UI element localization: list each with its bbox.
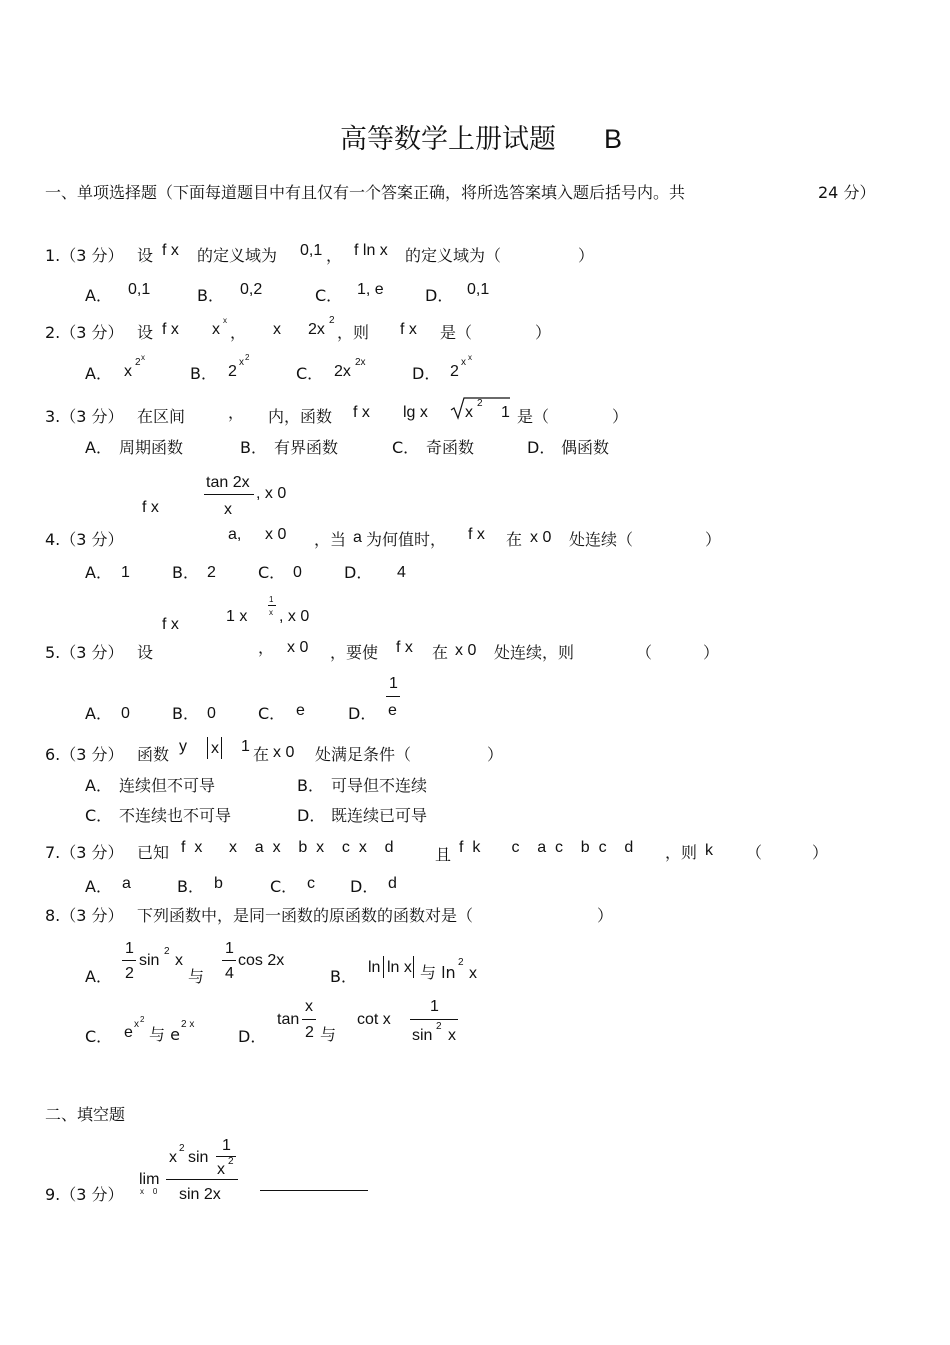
- q4-frac-num: tan 2x: [206, 474, 250, 491]
- q2-number: 2.（3 分）: [45, 323, 124, 342]
- q2-close: ）: [535, 323, 552, 342]
- q9-num-x: x: [169, 1149, 177, 1166]
- q3-option-d-label: D．: [527, 438, 556, 457]
- q5-paren-open: （: [636, 643, 653, 662]
- q8-option-a-den: 2: [125, 965, 134, 982]
- q2-val-sup: 2: [329, 315, 335, 326]
- q3-rad-x: x: [465, 404, 473, 421]
- q3-number: 3.（3 分）: [45, 407, 124, 426]
- q1-option-b: 0,2: [240, 281, 263, 298]
- q8-option-a-label: A．: [85, 967, 112, 986]
- q1-option-b-label: B．: [197, 286, 224, 305]
- q9-inner-den: x: [217, 1161, 225, 1178]
- q9-main-line: [166, 1179, 238, 1180]
- q5-text: 设: [137, 643, 154, 662]
- q2-option-c-sup: 2x: [355, 357, 366, 368]
- q2-fx2: f x: [400, 321, 417, 338]
- q8-option-c-e1: e: [124, 1024, 133, 1041]
- q8-option-d-line: [302, 1019, 316, 1020]
- q8-option-d2-den: sin: [412, 1027, 433, 1044]
- q2-option-b-sup: x: [239, 357, 244, 368]
- q2-option-c-label: C．: [296, 364, 324, 383]
- q5-fx: f x: [162, 616, 179, 633]
- q9-answer-blank[interactable]: [260, 1190, 368, 1191]
- q2-option-b-label: B．: [190, 364, 217, 383]
- q8-close: ）: [597, 906, 614, 925]
- q5-text: 处连续，则: [494, 643, 575, 662]
- q4-text: ，当: [314, 530, 347, 549]
- q4-option-a: 1: [121, 564, 130, 581]
- q4-cond1: , x 0: [256, 485, 287, 502]
- q8-text: 下列函数中，是同一函数的原函数的函数对是（: [137, 906, 474, 925]
- q4-text: 在: [506, 530, 523, 549]
- q3-lg: lg x: [403, 404, 428, 421]
- q6-abs-x: x: [211, 740, 219, 757]
- q7-text: 且: [435, 845, 452, 864]
- q5-option-d-line: [386, 696, 400, 697]
- q4-fx2: f x: [468, 526, 485, 543]
- q1-option-a-label: A．: [85, 286, 112, 305]
- q3-fx: f x: [353, 404, 370, 421]
- q7-text: ，则: [665, 843, 698, 862]
- q4-fx: f x: [142, 499, 159, 516]
- q3-text: 内，函数: [268, 407, 333, 426]
- q8-option-c-with: 与 e: [149, 1025, 180, 1044]
- q8-option-b-ln: ln: [368, 959, 381, 976]
- q7-close: ）: [812, 843, 829, 862]
- q6-option-a: 连续但不可导: [119, 776, 216, 795]
- q4-option-a-label: A．: [85, 563, 112, 582]
- q8-option-c-e2-sup: 2 x: [181, 1019, 195, 1030]
- q7-open: （: [746, 843, 763, 862]
- q7-option-b-label: B．: [177, 877, 204, 896]
- q8-option-b-x: x: [469, 965, 477, 982]
- q5-option-c-label: C．: [258, 704, 286, 723]
- q1-text: 的定义域为（: [405, 246, 502, 265]
- q7-option-a-label: A．: [85, 877, 112, 896]
- q4-text: 处连续（: [569, 530, 634, 549]
- q5-option-a-label: A．: [85, 704, 112, 723]
- q7-option-d: d: [388, 875, 397, 892]
- q5-option-b: 0: [207, 705, 216, 722]
- q3-text: 是（: [517, 407, 550, 426]
- q6-abs-right: [221, 737, 222, 759]
- q4-option-b: 2: [207, 564, 216, 581]
- q8-option-a2-line: [222, 960, 236, 961]
- q6-number: 6.（3 分）: [45, 745, 124, 764]
- section1-points: 24 分）: [818, 183, 876, 202]
- q8-option-d-label: D．: [238, 1027, 267, 1046]
- q9-num-fn: sin: [188, 1149, 209, 1166]
- q8-option-a-sup: 2: [164, 946, 170, 957]
- q8-option-d2-num: 1: [430, 998, 439, 1015]
- q4-frac-line: [204, 494, 254, 495]
- q8-option-d-cot: cot x: [357, 1011, 391, 1028]
- q2-option-a-sup2: x: [141, 353, 145, 362]
- q8-option-d-with: 与: [320, 1025, 337, 1044]
- q3-option-b-label: B．: [240, 438, 267, 457]
- q2-x: x: [212, 321, 220, 338]
- q2-option-d-sup: x: [461, 357, 466, 368]
- q2-option-d: 2: [450, 363, 459, 380]
- q6-option-c: 不连续也不可导: [119, 806, 232, 825]
- q2-option-a-label: A．: [85, 364, 112, 383]
- q5-comma: ，: [258, 638, 275, 657]
- q4-option-b-label: B．: [172, 563, 199, 582]
- q7-text: 已知: [137, 843, 170, 862]
- q3-option-a: 周期函数: [119, 438, 184, 457]
- page-title-letter: B: [604, 124, 623, 154]
- q1-domain: 0,1: [300, 242, 323, 259]
- q1-text: 的定义域为: [197, 246, 278, 265]
- q4-text: 为何值时，: [366, 530, 447, 549]
- q2-fx: f x: [162, 321, 179, 338]
- q1-option-d: 0,1: [467, 281, 490, 298]
- q3-option-a-label: A．: [85, 438, 112, 457]
- section2-heading: 二、填空题: [45, 1105, 126, 1124]
- q2-option-d-label: D．: [412, 364, 441, 383]
- q8-option-d2-line: [410, 1019, 458, 1020]
- q8-option-b-abs-right: [413, 956, 414, 978]
- q1-close: ）: [578, 246, 595, 265]
- q5-option-d-label: D．: [348, 704, 377, 723]
- q5-fx2: f x: [396, 639, 413, 656]
- q6-y: y: [179, 738, 187, 755]
- q4-frac-den: x: [224, 501, 232, 518]
- q8-option-b-abs: ln x: [387, 959, 412, 976]
- q6-abs-left: [207, 737, 208, 759]
- q1-number: 1.（3 分）: [45, 246, 124, 265]
- q4-val2: a,: [228, 526, 242, 543]
- section1-heading: 一、单项选择题（下面每道题目中有且仅有一个答案正确，将所选答案填入题后括号内。共: [45, 183, 686, 202]
- q4-close: ）: [705, 530, 722, 549]
- q8-option-b-sup: 2: [458, 957, 464, 968]
- q4-option-c: 0: [293, 564, 302, 581]
- q2-x2: x: [273, 321, 281, 338]
- q8-option-a-fn: sin: [139, 952, 160, 969]
- q8-option-a2-fn: cos 2x: [238, 952, 285, 969]
- q8-option-b-with: 与 ln: [420, 963, 456, 982]
- q8-option-a-with: 与: [188, 967, 205, 986]
- q3-text: 在区间: [137, 407, 186, 426]
- q2-option-a: x: [124, 363, 132, 380]
- q8-option-d2-x: x: [448, 1027, 456, 1044]
- q5-option-c: e: [296, 702, 305, 719]
- q6-one: 1: [241, 738, 250, 755]
- q1-fx: f x: [162, 242, 179, 259]
- q3-option-d: 偶函数: [561, 438, 610, 457]
- q9-inner-den-sup: 2: [228, 1156, 234, 1167]
- q8-option-c-e1-sup2: 2: [140, 1015, 145, 1024]
- q5-x0: x 0: [455, 642, 477, 659]
- q6-option-b-label: B．: [297, 776, 324, 795]
- q5-number: 5.（3 分）: [45, 643, 124, 662]
- q6-text: 在: [253, 745, 270, 764]
- q6-text: 处满足条件（: [315, 745, 412, 764]
- q3-option-b: 有界函数: [274, 438, 339, 457]
- q2-text: 是（: [440, 323, 473, 342]
- q2-option-d-sup2: x: [468, 353, 472, 362]
- q6-option-d: 既连续已可导: [331, 806, 428, 825]
- q8-option-c-e1-sup: x: [134, 1019, 139, 1030]
- q2-comma: ，: [230, 323, 247, 342]
- q4-cond2: x 0: [265, 526, 287, 543]
- q8-option-d-den: 2: [305, 1024, 314, 1041]
- q7-number: 7.（3 分）: [45, 843, 124, 862]
- q4-option-d: 4: [397, 564, 406, 581]
- q5-option-b-label: B．: [172, 704, 199, 723]
- q8-option-a2-den: 4: [225, 965, 234, 982]
- q3-comma: ，: [228, 403, 245, 422]
- q8-option-d-num: x: [305, 998, 313, 1015]
- q6-close: ）: [487, 745, 504, 764]
- q8-option-a-x: x: [175, 952, 183, 969]
- q3-option-c-label: C．: [392, 438, 420, 457]
- q9-inner-num: 1: [222, 1137, 231, 1154]
- q4-option-d-label: D．: [344, 563, 373, 582]
- q1-sep: ，: [326, 246, 343, 265]
- q8-option-d2-sup: 2: [436, 1021, 442, 1032]
- q1-option-d-label: D．: [425, 286, 454, 305]
- q5-expr-sup-num: 1: [269, 595, 274, 604]
- q6-option-a-label: A．: [85, 776, 112, 795]
- q5-option-d-num: 1: [389, 675, 398, 692]
- q7-expr1: f x x a x b x c x d: [181, 839, 394, 856]
- q5-option-d-den: e: [388, 702, 397, 719]
- q8-option-b-abs-left: [383, 956, 384, 978]
- q7-option-c-label: C．: [270, 877, 298, 896]
- q3-close: ）: [612, 407, 629, 426]
- q5-option-a: 0: [121, 705, 130, 722]
- q8-number: 8.（3 分）: [45, 906, 124, 925]
- q8-option-d-fn: tan: [277, 1011, 300, 1028]
- q3-option-c: 奇函数: [426, 438, 475, 457]
- q6-x0: x 0: [273, 744, 295, 761]
- q5-text: ，要使: [330, 643, 379, 662]
- q3-rad-sup: 2: [477, 398, 483, 409]
- q8-option-b-label: B．: [330, 967, 357, 986]
- q8-option-a-line: [122, 960, 136, 961]
- q1-flnx: f ln x: [354, 242, 388, 259]
- q6-option-b: 可导但不连续: [331, 776, 428, 795]
- q2-val: 2x: [308, 321, 325, 338]
- q4-number: 4.（3 分）: [45, 530, 124, 549]
- q2-option-c: 2x: [334, 363, 351, 380]
- q7-option-b: b: [214, 875, 223, 892]
- q5-text: 在: [432, 643, 449, 662]
- q9-lim-sub: x 0: [140, 1187, 158, 1196]
- q8-option-a2-num: 1: [225, 940, 234, 957]
- q9-lim: lim: [139, 1171, 160, 1188]
- q5-expr-sup-den: x: [269, 608, 273, 617]
- q7-option-c: c: [307, 875, 315, 892]
- q2-option-b-sup2: 2: [245, 353, 250, 362]
- q5-expr: 1 x: [226, 608, 248, 625]
- q2-text: 设: [137, 323, 154, 342]
- q5-expr-sup-line: [268, 605, 276, 606]
- q8-option-a-num: 1: [125, 940, 134, 957]
- q3-rad-one: 1: [501, 404, 510, 421]
- q1-text: 设: [137, 246, 154, 265]
- page-title: 高等数学上册试题: [340, 124, 556, 155]
- q9-number: 9.（3 分）: [45, 1185, 124, 1204]
- q8-option-c-label: C．: [85, 1027, 113, 1046]
- q9-num-x-sup: 2: [179, 1143, 185, 1154]
- q7-option-d-label: D．: [350, 877, 379, 896]
- q1-option-c-label: C．: [315, 286, 343, 305]
- q6-option-d-label: D．: [297, 806, 326, 825]
- q4-a: a: [353, 529, 362, 546]
- q9-den: sin 2x: [179, 1186, 221, 1203]
- q2-x-sup: x: [223, 316, 227, 325]
- q2-option-b: 2: [228, 363, 237, 380]
- q1-option-a: 0,1: [128, 281, 151, 298]
- q7-option-a: a: [122, 875, 131, 892]
- q5-cond2: x 0: [287, 639, 309, 656]
- q4-x0: x 0: [530, 529, 552, 546]
- q4-option-c-label: C．: [258, 563, 286, 582]
- q7-expr2: f k c a c b c d: [459, 839, 634, 856]
- q2-option-a-sup: 2: [135, 357, 141, 368]
- q7-k: k: [705, 842, 713, 859]
- q2-then: ，则: [337, 323, 370, 342]
- q6-option-c-label: C．: [85, 806, 113, 825]
- q5-cond1: , x 0: [279, 608, 310, 625]
- q5-close: ）: [703, 643, 720, 662]
- q1-option-c: 1, e: [357, 281, 384, 298]
- q6-text: 函数: [137, 745, 170, 764]
